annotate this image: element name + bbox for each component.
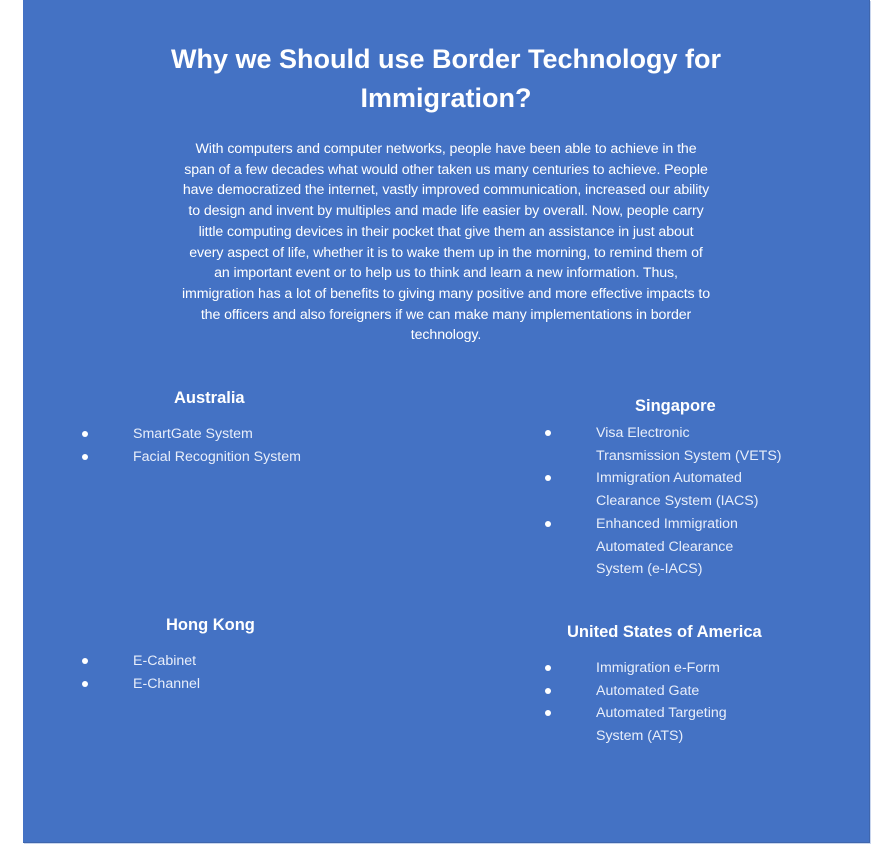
list-item-text: SmartGate System <box>133 426 253 442</box>
list-item <box>545 657 762 680</box>
bullet-icon <box>82 658 88 664</box>
bullet-list <box>82 423 301 468</box>
intro-line: immigration has a lot of benefits to giving many positive and more effective impacts to <box>181 285 711 302</box>
list-item-text: Automated Gate <box>596 682 700 699</box>
list-item <box>82 423 301 446</box>
list-item <box>545 422 782 467</box>
title-line: Why we Should use Border Technology for <box>170 44 722 74</box>
list-item-text: System (e-IACS) <box>596 561 703 578</box>
list-item <box>545 513 782 581</box>
bullet-icon <box>545 665 551 671</box>
bullet-list <box>82 650 255 695</box>
page-title <box>23 40 869 118</box>
list-item-text: System (ATS) <box>596 728 684 745</box>
bullet-icon <box>545 521 551 527</box>
intro-line: little computing devices in their pocket that give them an assistance in just about <box>198 223 694 240</box>
list-item <box>82 673 255 696</box>
list-item <box>82 446 301 469</box>
list-item-text: Automated Clearance <box>596 538 734 555</box>
section-usa <box>545 621 762 748</box>
intro-line: With computers and computer networks, people have been able to achieve in the <box>195 141 697 157</box>
section-heading: Australia <box>174 389 245 407</box>
section-singapore <box>545 395 782 581</box>
section-australia <box>82 387 301 468</box>
bullet-icon <box>545 430 551 436</box>
section-heading: Singapore <box>635 397 716 415</box>
intro-line: to design and invent by multiples and made life easier by overall. Now, people carry <box>188 203 704 220</box>
list-item-text: Clearance System (IACS) <box>596 493 759 510</box>
list-item-text: Facial Recognition System <box>133 448 301 465</box>
list-item-text: Automated Targeting <box>596 705 727 722</box>
list-item <box>82 650 255 673</box>
list-item <box>545 680 762 703</box>
intro-line: span of a few decades what would other taken us many centuries to achieve. People <box>184 161 708 178</box>
bullet-icon <box>545 475 551 481</box>
section-heading: Hong Kong <box>166 616 255 634</box>
bullet-list <box>545 657 762 748</box>
intro-line: every aspect of life, whether it is to wake them up in the morning, to remind them of <box>189 244 703 261</box>
list-item-text: E-Channel <box>133 675 201 692</box>
list-item-text: Visa Electronic <box>596 425 690 441</box>
bullet-icon <box>82 681 88 687</box>
section-heading: United States of America <box>567 623 762 641</box>
title-line: Immigration? <box>360 83 532 113</box>
bullet-list <box>545 422 782 581</box>
bullet-icon <box>82 431 88 437</box>
intro-line: technology. <box>410 327 482 344</box>
list-item <box>545 467 782 512</box>
list-item-text: E-Cabinet <box>133 653 197 669</box>
intro-line: an important event or to help us to think and learn a new information. Thus, <box>214 265 678 282</box>
intro-line: the officers and also foreigners if we can make many implementations in border <box>200 306 692 323</box>
list-item-text: Transmission System (VETS) <box>596 447 782 464</box>
section-hong-kong <box>82 614 255 695</box>
infographic-panel <box>23 0 870 843</box>
bullet-icon <box>545 710 551 716</box>
intro-paragraph <box>113 139 779 346</box>
intro-line: have democratized the internet, vastly improved communication, increased our ability <box>182 182 710 199</box>
list-item-text: Immigration Automated <box>596 470 742 487</box>
list-item-text: Enhanced Immigration <box>596 515 738 532</box>
bullet-icon <box>545 688 551 694</box>
list-item-text: Immigration e-Form <box>596 660 720 676</box>
bullet-icon <box>82 454 88 460</box>
list-item <box>545 702 762 747</box>
